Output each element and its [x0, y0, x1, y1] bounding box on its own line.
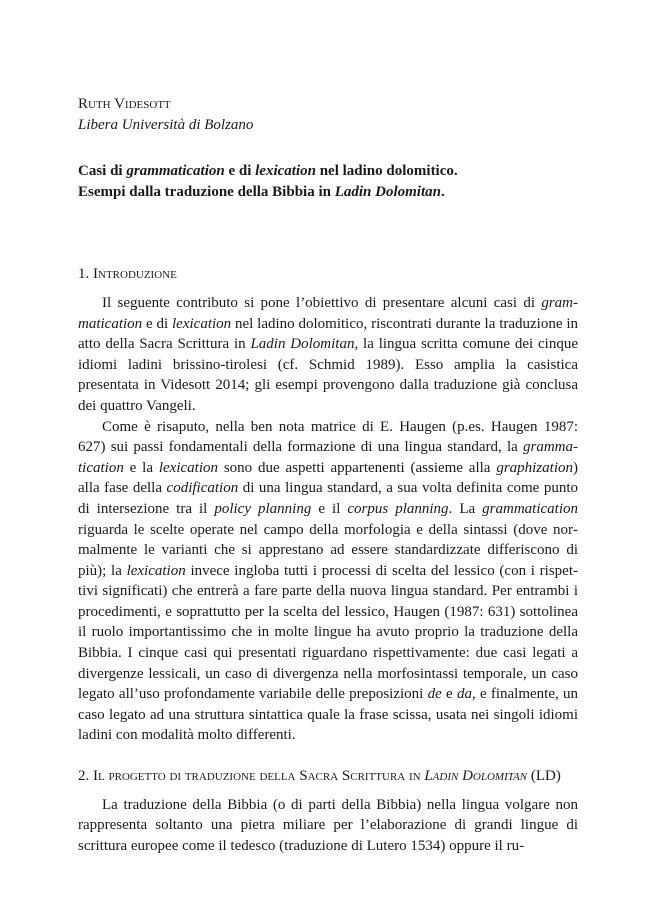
- paper-page: [78, 94, 578, 856]
- author-affiliation: Libera Università di Bolzano: [78, 116, 254, 133]
- author-initial: R: [78, 96, 89, 112]
- author-name: [78, 94, 578, 115]
- paragraph-2: Come è risaputo, nella ben nota matrice di E. Haugen (p.es. Haugen 1987: 627) sui passi fondamentali della formazione di una lingua standard, la grammatication e la lexication sono due aspetti appartenenti (assieme alla graphization) alla fase della codification di una lingua standard, a sua volta definita come punto di intersezione tra il policy planning e il corpus planning. La grammatication riguarda le scelte operate nel campo della morfologia e della sintassi (dove normalmente le varianti che si apprestano ad essere standardizzate differiscono di più); la lexication invece ingloba tutti i processi di scelta del lessico (con i rispettivi significati) che entrerà a fare parte della nuova lingua standard. Per entrambi i procedimenti, e soprattutto per la scelta del lessico, Haugen (1987: 631) sottolinea il ruolo importantissimo che in molte lingue ha avuto proprio la traduzione della Bibbia. I cinque casi qui presentati riguardano rispettivamente: due casi legati a divergenze lessicali, un caso di divergenza nella morfosintassi temporale, un caso legato all’uso profondamente variabile delle preposizioni de e da, e finalmente, un caso legato ad una struttura sintattica quale la frase scissa, usata nei singoli idiomi ladini con modalità molto differenti.: [78, 418, 579, 744]
- title-line-1: Casi di grammatication e di lexication nel ladino dolomitico.: [78, 163, 458, 180]
- paragraph-1: Il seguente contributo si pone l’obiettivo di presentare alcuni casi di grammatication e di lexication nel ladino dolomitico, riscontrati durante la traduzione in atto della Sacra Scrittura in Ladin Dolomitan, la lingua scritta comune dei cinque idiomi ladini brissino-tirolesi (cf. Schmid 1989). Esso amplia la casistica presentata in Videsott 2014; gli esempi provengono dalla traduzione già conclusa dei quattro Vangeli.: [78, 294, 579, 414]
- paragraph-3: La traduzione della Bibbia (o di parti della Bibbia) nella lingua volgare non rappresenta soltanto una pietra miliare per l’elaborazione di grandi lingue di scrittura europee come il tedesco (traduzione di Lutero 1534) oppure il ru-: [78, 796, 578, 854]
- title-line-2: Esempi dalla traduzione della Bibbia in Ladin Dolomitan.: [78, 183, 445, 200]
- paper-title: [78, 161, 578, 202]
- section-heading-1: 1. Introduzione: [78, 266, 177, 283]
- author-name-rest: uth Videsott: [88, 96, 171, 112]
- section-heading-2: 2. Il progetto di traduzione della Sacra Scrittura in Ladin Dolomitan (LD): [78, 768, 561, 785]
